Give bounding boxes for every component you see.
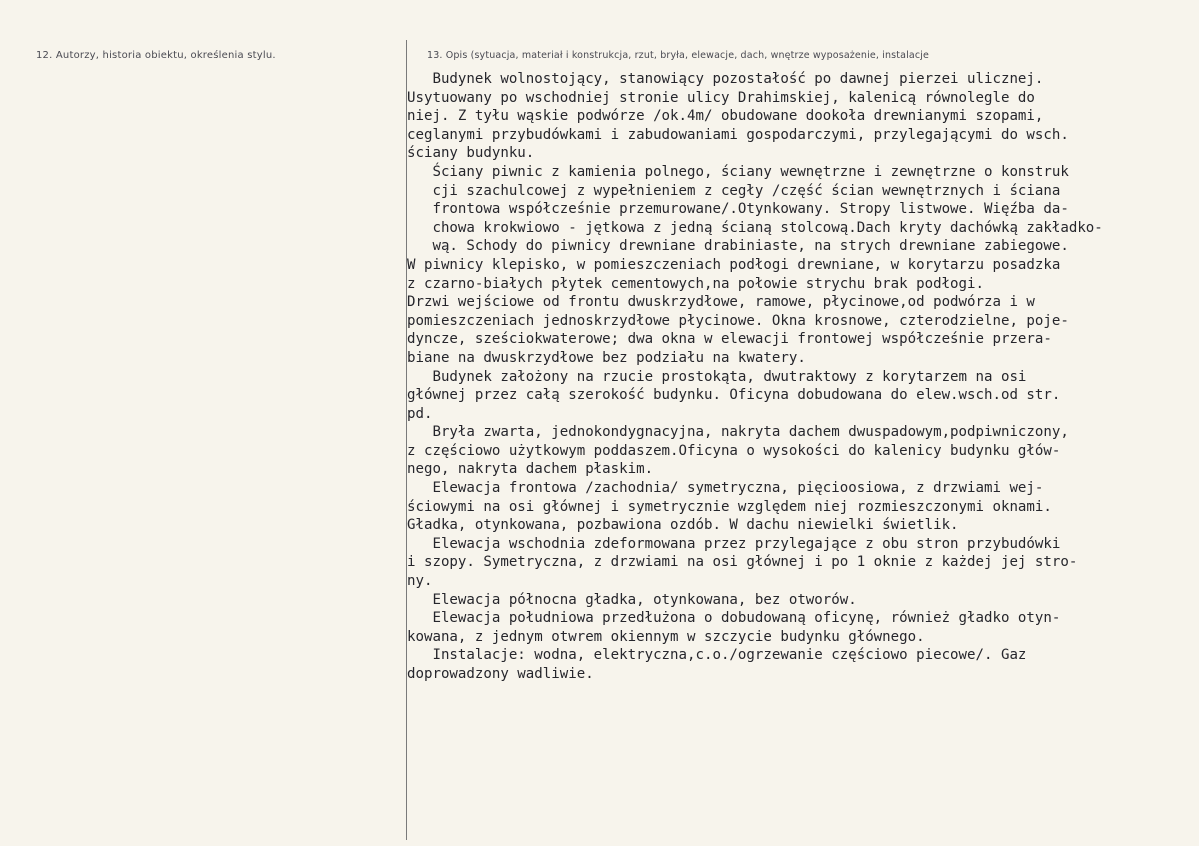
typed-line: i szopy. Symetryczna, z drzwiami na osi głównej i po 1 oknie z każdej jej stro- bbox=[407, 554, 1078, 571]
typed-line: wą. Schody do piwnicy drewniane drabiniaste, na strych drewniane zabiegowe. bbox=[407, 238, 1069, 255]
typed-line: Ściany piwnic z kamienia polnego, ściany wewnętrzne i zewnętrzne o konstruk bbox=[407, 163, 1069, 180]
typed-line: chowa krokwiowo - jętkowa z jedną ścianą stolcową.Dach kryty dachówką zakładko- bbox=[407, 219, 1103, 236]
typed-line: Drzwi wejściowe od frontu dwuskrzydłowe, ramowe, płycinowe,od podwórza i w bbox=[407, 294, 1035, 311]
typed-line: frontowa współcześnie przemurowane/.Otynkowany. Stropy listwowe. Więźba da- bbox=[407, 201, 1069, 218]
typed-line: Elewacja południowa przedłużona o dobudowaną oficynę, również gładko otyn- bbox=[407, 610, 1061, 627]
typed-line: pd. bbox=[407, 405, 433, 422]
typed-line: Budynek wolnostojący, stanowiący pozostałość po dawnej pierzei ulicznej. bbox=[407, 71, 1044, 87]
typed-line: ściowymi na osi głównej i symetrycznie względem niej rozmieszczonymi oknami. bbox=[407, 498, 1052, 515]
typed-line: ceglanymi przybudówkami i zabudowaniami gospodarczymi, przylegającymi do wsch. bbox=[407, 126, 1069, 143]
typed-line: W piwnicy klepisko, w pomieszczeniach podłogi drewniane, w korytarzu posadzka bbox=[407, 256, 1061, 273]
typed-line: głównej przez całą szerokość budynku. Oficyna dobudowana do elew.wsch.od str. bbox=[407, 387, 1061, 404]
typed-line: pomieszczeniach jednoskrzydłowe płycinowe. Okna krosnowe, czterodzielne, poje- bbox=[407, 312, 1069, 329]
typed-line: Gładka, otynkowana, pozbawiona ozdób. W dachu niewielki świetlik. bbox=[407, 517, 959, 534]
typed-line: niej. Z tyłu wąskie podwórze /ok.4m/ obudowane dookoła drewnianymi szopami, bbox=[407, 108, 1044, 125]
typed-line: kowana, z jednym otwrem okiennym w szczycie budynku głównego. bbox=[407, 628, 925, 645]
typed-line: Budynek założony na rzucie prostokąta, dwutraktowy z korytarzem na osi bbox=[407, 368, 1027, 385]
typed-line: doprowadzony wadliwie. bbox=[407, 666, 594, 682]
typed-line: Elewacja wschodnia zdeformowana przez przylegające z obu stron przybudówki bbox=[407, 535, 1061, 552]
typed-line: Instalacje: wodna, elektryczna,c.o./ogrzewanie częściowo piecowe/. Gaz bbox=[407, 647, 1027, 664]
typed-line: Elewacja północna gładka, otynkowana, bez otworów. bbox=[407, 591, 857, 608]
typed-line: ściany budynku. bbox=[407, 145, 535, 162]
typed-line: Elewacja frontowa /zachodnia/ symetryczna, pięcioosiowa, z drzwiami wej- bbox=[407, 480, 1044, 497]
typed-line: Usytuowany po wschodniej stronie ulicy Drahimskiej, kalenicą równolegle do bbox=[407, 89, 1035, 106]
typed-line: z czarno-białych płytek cementowych,na połowie strychu brak podłogi. bbox=[407, 275, 984, 292]
typed-description-text bbox=[407, 70, 1197, 684]
section-13-heading: 13. Opis (sytuacja, materiał i konstrukcja, rzut, bryła, elewacje, dach, wnętrze wyposażenie, instalacje bbox=[427, 50, 930, 61]
typed-line: ny. bbox=[407, 573, 433, 590]
typed-line: z częściowo użytkowym poddaszem.Oficyna o wysokości do kalenicy budynku głów- bbox=[407, 442, 1061, 459]
section-12-heading: 12. Autorzy, historia obiektu, określenia stylu. bbox=[36, 50, 276, 61]
typed-line: dyncze, sześciokwaterowe; dwa okna w elewacji frontowej współcześnie przera- bbox=[407, 331, 1052, 348]
typed-line: biane na dwuskrzydłowe bez podziału na kwatery. bbox=[407, 349, 806, 366]
typed-line: cji szachulcowej z wypełnieniem z cegły /część ścian wewnętrznych i ściana bbox=[407, 182, 1061, 199]
typed-line: nego, nakryta dachem płaskim. bbox=[407, 461, 654, 478]
typed-line: Bryła zwarta, jednokondygnacyjna, nakryta dachem dwuspadowym,podpiwniczony, bbox=[407, 424, 1069, 441]
